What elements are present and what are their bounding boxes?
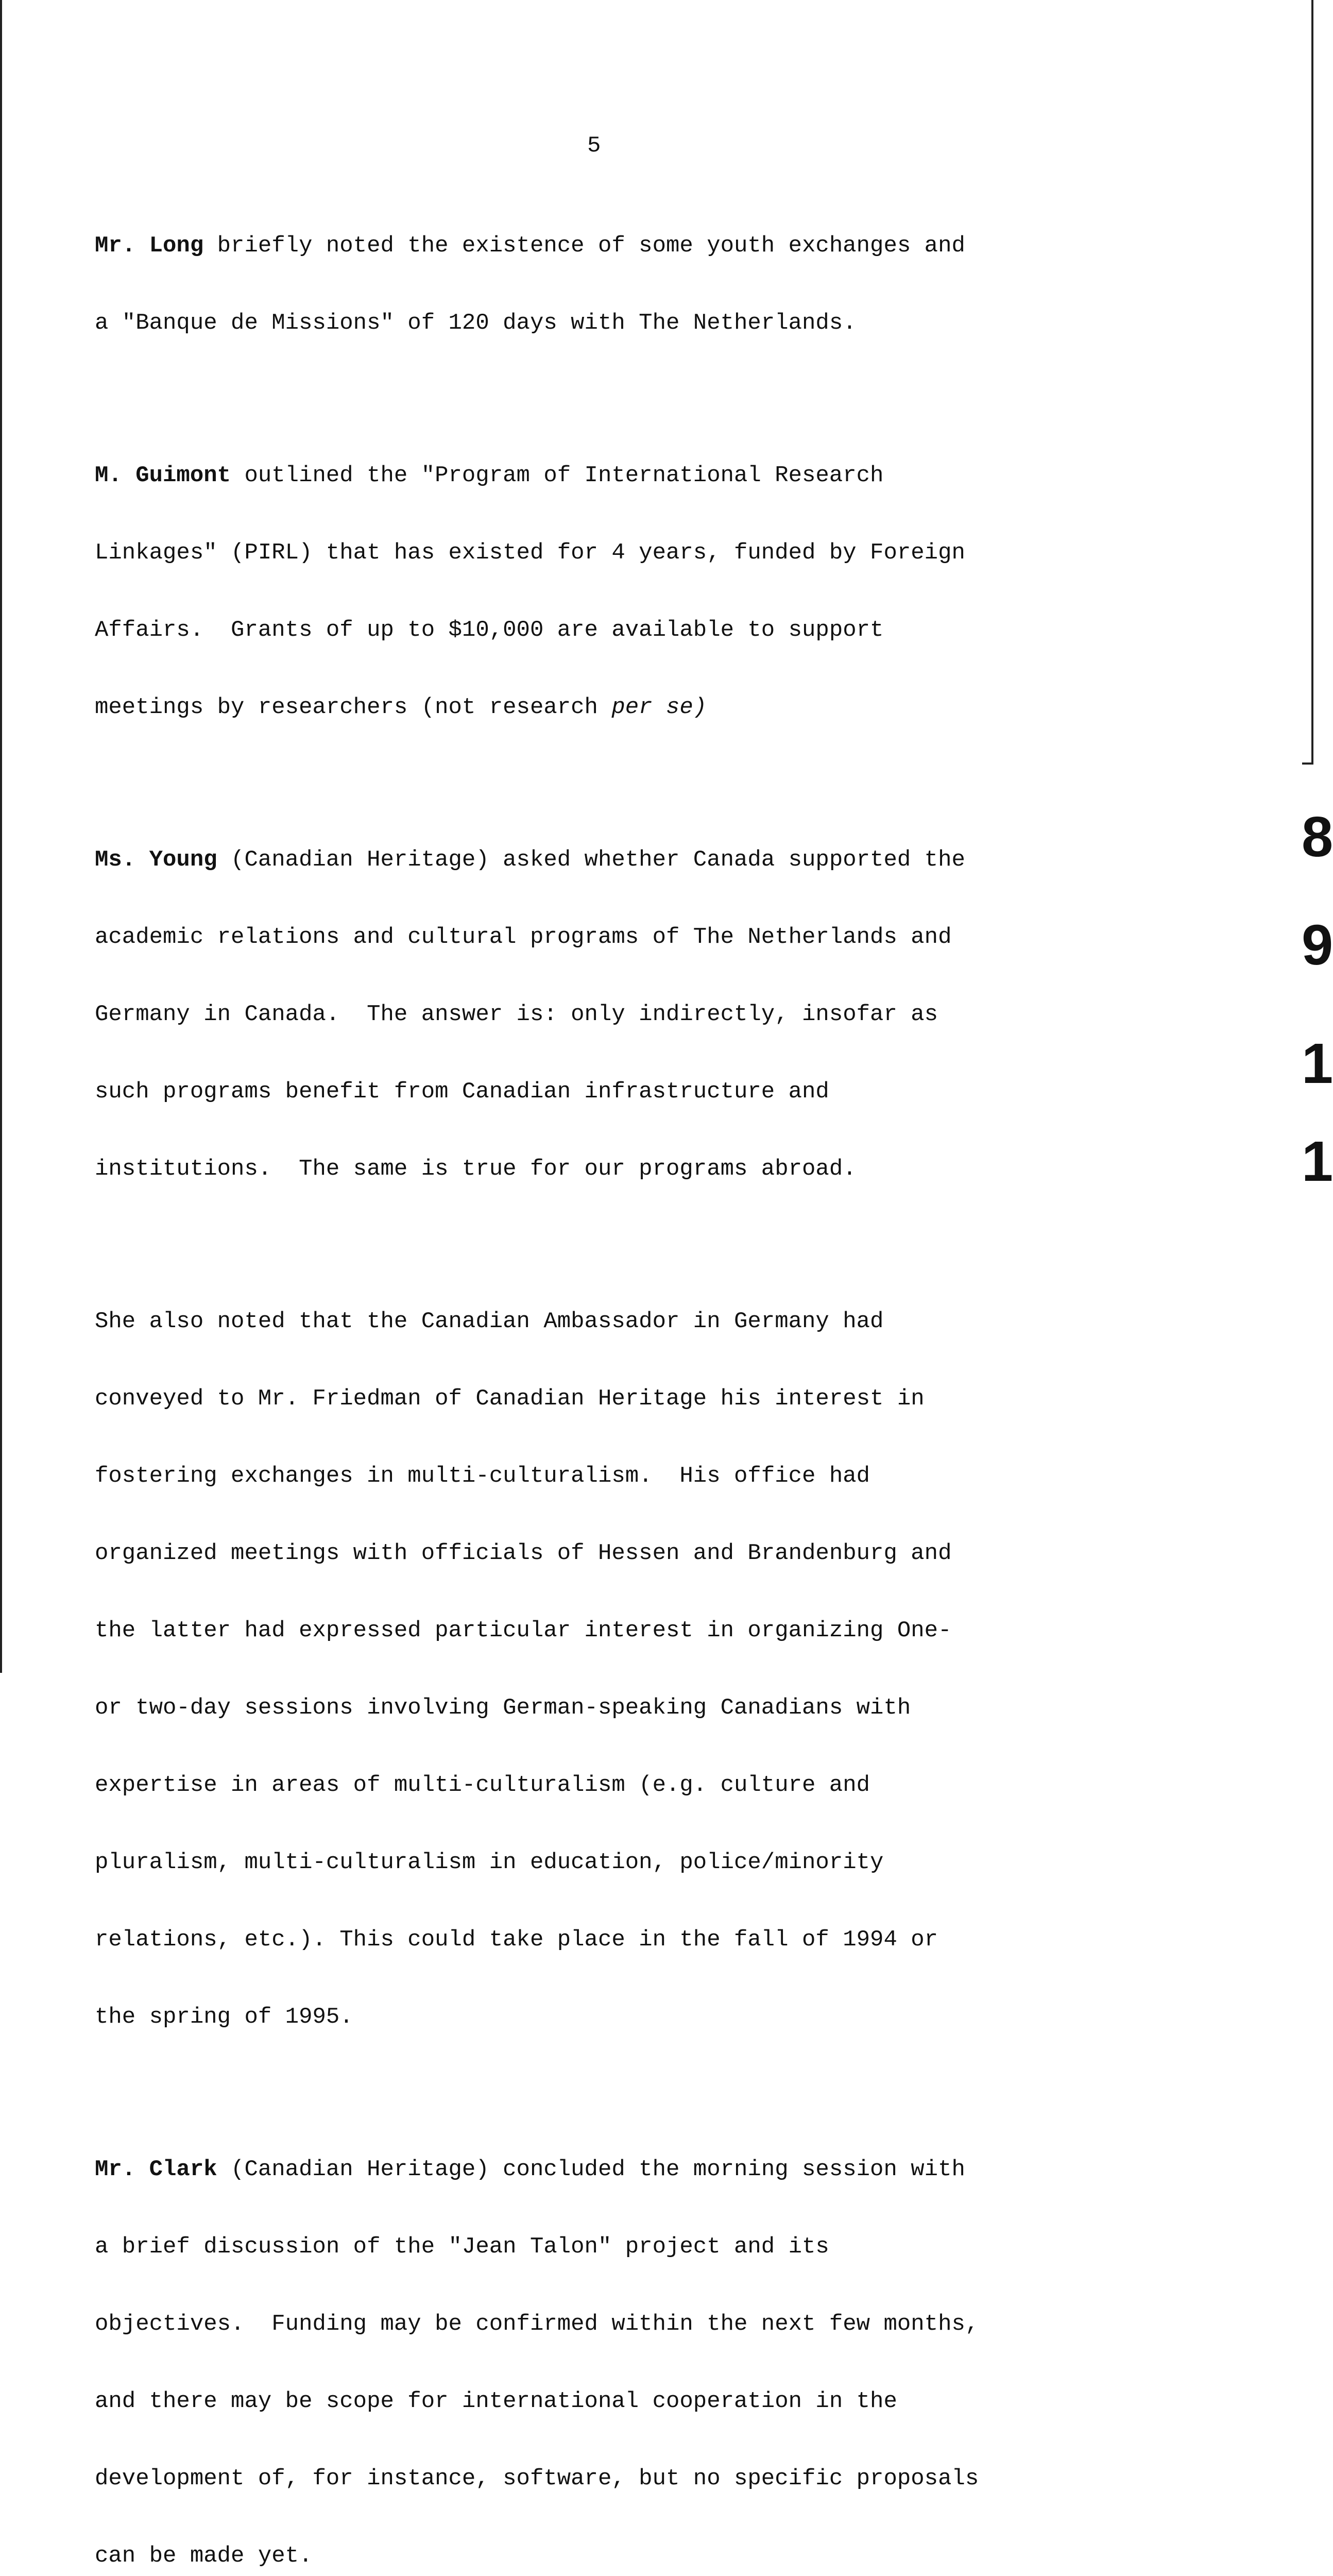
text-line: (Canadian Heritage) concluded the morning session with bbox=[217, 2157, 965, 2182]
text-line: outlined the "Program of International Research bbox=[231, 463, 884, 488]
text-line: relations, etc.). This could take place in the fall of 1994 or bbox=[95, 1927, 938, 1953]
paragraph-guimont bbox=[95, 411, 1125, 772]
text-line: pluralism, multi-culturalism in education, police/minority bbox=[95, 1850, 884, 1875]
text-line: the spring of 1995. bbox=[95, 2004, 353, 2030]
text-line: institutions. The same is true for our programs abroad. bbox=[95, 1156, 857, 1182]
text-line: a "Banque de Missions" of 120 days with The Netherlands. bbox=[95, 310, 857, 336]
text-line: a brief discussion of the "Jean Talon" project and its bbox=[95, 2234, 829, 2260]
text-line: and there may be scope for international cooperation in the bbox=[95, 2388, 897, 2414]
scan-left-edge bbox=[0, 0, 2, 1673]
page-number: 5 bbox=[587, 133, 601, 159]
text-line: organized meetings with officials of Hessen and Brandenburg and bbox=[95, 1540, 952, 1566]
scan-right-rule bbox=[1311, 0, 1313, 762]
text-line: or two-day sessions involving German-speaking Canadians with bbox=[95, 1695, 911, 1721]
speaker-name: M. Guimont bbox=[95, 463, 231, 488]
text-line: development of, for instance, software, but no specific proposals bbox=[95, 2466, 979, 2492]
italic-text: per se) bbox=[611, 694, 707, 720]
paragraph-she-also-noted bbox=[95, 1257, 1125, 2081]
text-line: objectives. Funding may be confirmed within the next few months, bbox=[95, 2311, 979, 2337]
text-line: Affairs. Grants of up to $10,000 are available to support bbox=[95, 617, 884, 643]
scan-right-rule-hook bbox=[1302, 762, 1313, 765]
text-line: can be made yet. bbox=[95, 2543, 313, 2569]
speaker-name: Mr. Clark bbox=[95, 2157, 217, 2182]
text-line: briefly noted the existence of some youth exchanges and bbox=[203, 233, 965, 259]
text-line: the latter had expressed particular interest in organizing One- bbox=[95, 1618, 952, 1643]
speaker-name: Ms. Young bbox=[95, 847, 217, 873]
text-line: academic relations and cultural programs of The Netherlands and bbox=[95, 924, 952, 950]
text-line: conveyed to Mr. Friedman of Canadian Heritage his interest in bbox=[95, 1386, 925, 1412]
document-body bbox=[95, 181, 1125, 2576]
text-line: such programs benefit from Canadian infrastructure and bbox=[95, 1079, 829, 1105]
text-line: expertise in areas of multi-culturalism (e.g. culture and bbox=[95, 1772, 870, 1798]
margin-numeral: 9 bbox=[1302, 913, 1333, 977]
paragraph-long bbox=[95, 181, 1125, 387]
margin-numeral: 8 bbox=[1302, 805, 1333, 869]
text-line: Linkages" (PIRL) that has existed for 4 years, funded by Foreign bbox=[95, 540, 965, 566]
speaker-name: Mr. Long bbox=[95, 233, 204, 259]
paragraph-young bbox=[95, 795, 1125, 1233]
paragraph-clark bbox=[95, 2105, 1125, 2576]
text-line: She also noted that the Canadian Ambassador in Germany had bbox=[95, 1309, 884, 1334]
margin-numeral: 1 bbox=[1302, 1130, 1333, 1193]
text-line: Germany in Canada. The answer is: only indirectly, insofar as bbox=[95, 1002, 938, 1027]
text-line: (Canadian Heritage) asked whether Canada supported the bbox=[217, 847, 965, 873]
margin-numeral: 1 bbox=[1302, 1032, 1333, 1095]
text-line: meetings by researchers (not research bbox=[95, 694, 612, 720]
text-line: fostering exchanges in multi-culturalism. His office had bbox=[95, 1463, 870, 1489]
